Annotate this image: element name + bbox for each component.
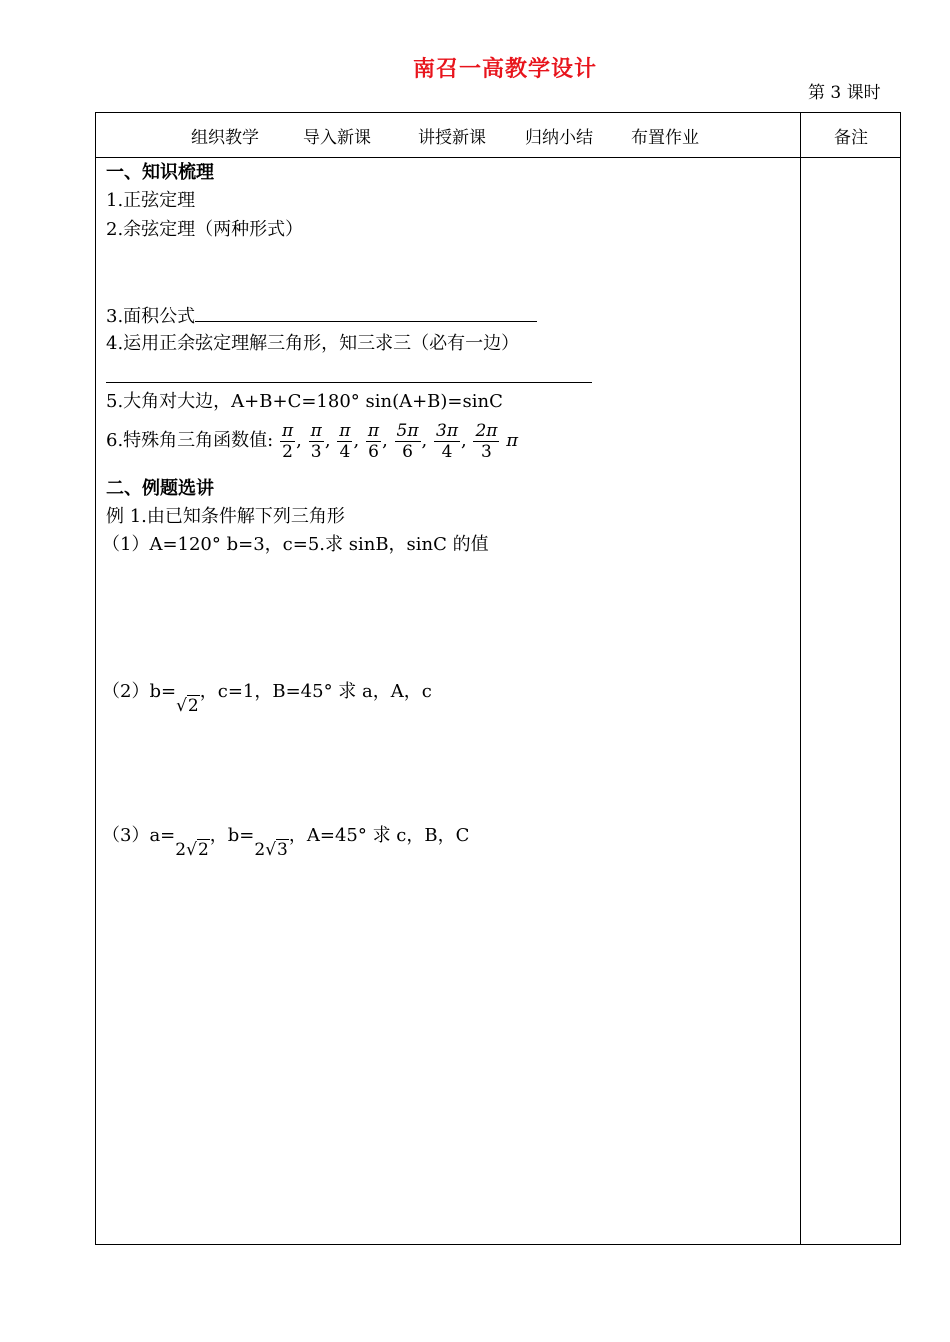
example-1-question-1: （1）A=120° b=3，c=5.求 sinB，sinC 的值 <box>102 534 489 555</box>
header-item-homework: 布置作业 <box>631 128 699 148</box>
page-title: 南召一高教学设计 <box>412 57 597 82</box>
header-item-teach: 讲授新课 <box>418 128 486 148</box>
header-divider <box>96 157 900 158</box>
angle-pi: π <box>506 430 519 451</box>
sqrt-expression: 2√3 <box>254 840 288 860</box>
header-item-introduce: 导入新课 <box>303 128 371 148</box>
item-sine-law: 1.正弦定理 <box>106 190 196 211</box>
area-blank-line <box>195 303 537 322</box>
sqrt-expression: 2√2 <box>175 840 209 860</box>
section-examples: 二、例题选讲 <box>106 478 214 499</box>
angle-fraction: $\frac{\pi}{2}$ <box>281 420 294 462</box>
angle-fraction: $\frac{3\pi}{4}$ <box>436 420 458 462</box>
item-angle-sides: 5.大角对大边，A+B+C=180° sin(A+B)=sinC <box>106 391 503 412</box>
angle-fraction: $\frac{2\pi}{3}$ <box>475 420 498 462</box>
lesson-number: 第 3 课时 <box>808 83 881 103</box>
item-special-angles: 6.特殊角三角函数值: $\frac{\pi}{2}$ , $\frac{\pi}{3}$ , $\frac{\pi}{4}$ , $\frac{\pi}{6}$ , $\frac{5\pi}{6}$ , $\frac{3\pi}{4}$ , $\frac{2\pi}{3}$ π <box>106 420 519 462</box>
angle-fraction: $\frac{\pi}{3}$ <box>310 420 322 462</box>
item-cosine-law: 2.余弦定理（两种形式） <box>106 219 304 240</box>
remarks-header: 备注 <box>834 128 868 148</box>
sqrt-expression: √2 <box>176 696 199 716</box>
column-divider <box>800 113 801 1244</box>
angle-fraction: $\frac{\pi}{4}$ <box>339 420 351 462</box>
example-1-title: 例 1.由已知条件解下列三角形 <box>106 506 345 527</box>
special-angles-label: 6.特殊角三角函数值: <box>106 430 274 451</box>
item-area-label: 3.面积公式 <box>106 306 196 327</box>
example-1-question-2: （2）b=√2，c=1，B=45° 求 a，A，c <box>102 681 432 716</box>
lesson-table <box>95 112 901 1245</box>
example-1-question-3: （3）a=2√2，b=2√3，A=45° 求 c，B，C <box>102 825 470 860</box>
item-area-formula <box>106 303 537 329</box>
angle-fraction: $\frac{5\pi}{6}$ <box>396 420 419 462</box>
section-knowledge: 一、知识梳理 <box>106 162 214 183</box>
angle-fraction: $\frac{\pi}{6}$ <box>367 420 380 462</box>
header-item-organize: 组织教学 <box>191 128 259 148</box>
item-solve-triangle: 4.运用正余弦定理解三角形，知三求三（必有一边） <box>106 333 520 354</box>
header-item-summarize: 归纳小结 <box>525 128 593 148</box>
answer-blank-line <box>106 382 592 383</box>
